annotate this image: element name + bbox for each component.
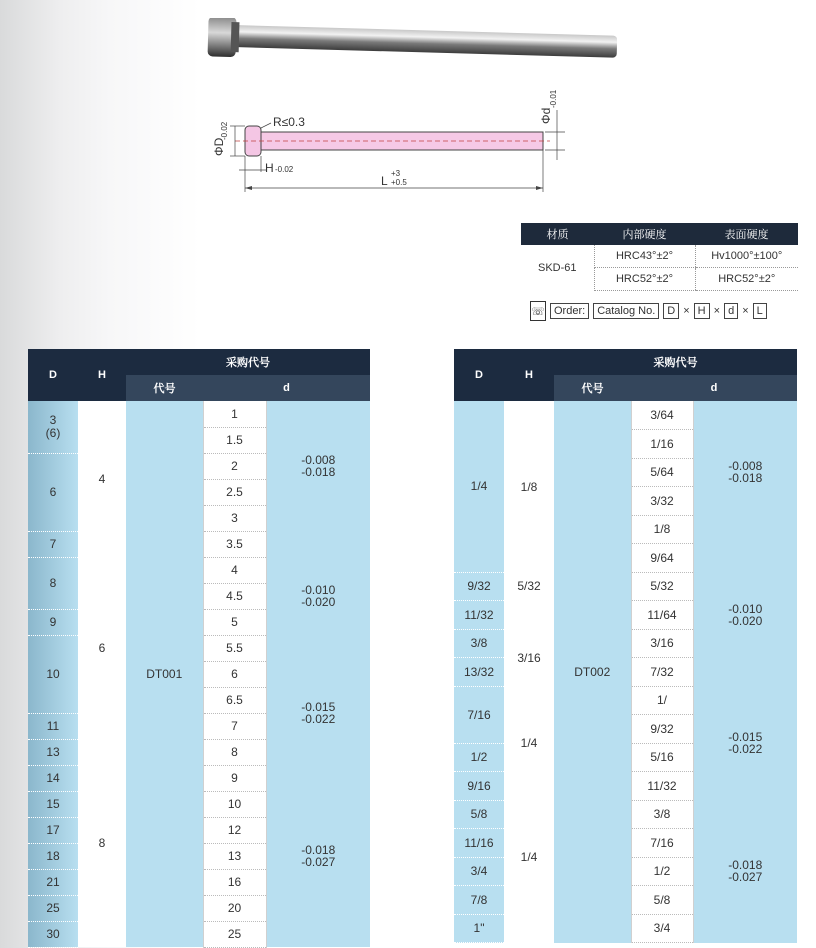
tolerance-value: -0.008 -0.018 [693, 401, 797, 544]
diameter-D-label: ΦD [212, 137, 226, 156]
D-value: 14 [28, 765, 78, 791]
ejector-pin-photo [205, 18, 617, 66]
d-value: 5.5 [203, 635, 266, 661]
diameter-d-tolerance: -0.01 [549, 90, 558, 108]
d-value: 1 [203, 401, 266, 427]
H-value: 5/32 [504, 572, 554, 601]
H-value: 3/16 [504, 601, 554, 715]
d-value: 5/8 [631, 886, 693, 915]
code-value: DT001 [126, 401, 203, 947]
D-value: 18 [28, 843, 78, 869]
H-value: 1/8 [504, 401, 554, 572]
header-material: 材质 [521, 223, 594, 245]
d-value: 3.5 [203, 531, 266, 557]
D-value: 30 [28, 921, 78, 947]
D-value: 9 [28, 609, 78, 635]
times-sign: × [683, 305, 690, 317]
d-value: 1.5 [203, 427, 266, 453]
header-D: D [454, 349, 504, 401]
d-value: 2.5 [203, 479, 266, 505]
D-value: 13 [28, 739, 78, 765]
D-value: 10 [28, 635, 78, 713]
header-d: d [203, 375, 370, 401]
d-value: 1/8 [631, 515, 693, 544]
d-value: 1/ [631, 686, 693, 715]
d-value: 4.5 [203, 583, 266, 609]
tolerance-value: -0.008 -0.018 [266, 401, 370, 531]
D-value: 21 [28, 869, 78, 895]
spec-table-metric [28, 349, 370, 948]
surface-hardness-value: HRC52°±2° [695, 268, 798, 291]
d-value: 9/32 [631, 715, 693, 744]
header-D: D [28, 349, 78, 401]
D-value: 17 [28, 817, 78, 843]
H-value: 1/4 [504, 715, 554, 772]
tolerance-value: -0.018 -0.027 [693, 800, 797, 943]
d-value: 13 [203, 843, 266, 869]
catalog-number-box: Catalog No. [593, 303, 659, 319]
d-value: 8 [203, 739, 266, 765]
order-format [530, 301, 767, 321]
D-value: 6 [28, 453, 78, 531]
d-value: 12 [203, 817, 266, 843]
length-tolerance-lower: +0.5 [391, 178, 407, 187]
header-code: 代号 [126, 375, 203, 401]
D-value: 3/4 [454, 857, 504, 886]
D-value: 11/32 [454, 601, 504, 630]
d-value: 5/16 [631, 743, 693, 772]
d-value: 16 [203, 869, 266, 895]
d-value: 3/8 [631, 800, 693, 829]
H-value: 1/4 [504, 772, 554, 943]
d-value: 6 [203, 661, 266, 687]
d-value: 6.5 [203, 687, 266, 713]
tolerance-value: -0.010 -0.020 [693, 544, 797, 687]
inner-hardness-value: HRC43°±2° [594, 245, 695, 268]
D-value: 15 [28, 791, 78, 817]
D-value: 1/4 [454, 401, 504, 572]
d-value: 3/64 [631, 401, 693, 430]
D-value: 13/32 [454, 658, 504, 687]
phone-icon: ☏ [530, 301, 546, 321]
d-value: 3/32 [631, 487, 693, 516]
order-label: Order: [550, 303, 589, 319]
head-height-tolerance: -0.02 [275, 165, 294, 174]
material-name: SKD-61 [537, 261, 577, 274]
header-d: d [631, 375, 797, 401]
header-inner-hardness: 内部硬度 [594, 223, 695, 245]
D-value: 11 [28, 713, 78, 739]
d-value: 10 [203, 791, 266, 817]
header-H: H [504, 349, 554, 401]
H-value: 6 [78, 557, 126, 739]
header-purchase-code: 采购代号 [554, 349, 797, 375]
d-value: 11/32 [631, 772, 693, 801]
material-table [521, 223, 798, 291]
d-value: 25 [203, 921, 266, 947]
d-value: 5/32 [631, 572, 693, 601]
diameter-D-tolerance: -0.02 [220, 121, 229, 140]
D-value: 9/32 [454, 572, 504, 601]
surface-hardness-value: Hv1000°±100° [695, 245, 798, 268]
D-value: 11/16 [454, 829, 504, 858]
tolerance-value: -0.018 -0.027 [266, 765, 370, 947]
D-value: 7/8 [454, 886, 504, 915]
code-value: DT002 [554, 401, 631, 943]
length-tolerance-upper: +3 [391, 169, 401, 178]
times-sign: × [742, 305, 749, 317]
order-part-L: L [753, 303, 767, 319]
d-value: 7/16 [631, 829, 693, 858]
times-sign: × [713, 305, 721, 317]
d-value: 1/16 [631, 430, 693, 459]
d-value: 5 [203, 609, 266, 635]
header-purchase-code: 采购代号 [126, 349, 370, 375]
H-value: 4 [78, 401, 126, 557]
d-value: 3/4 [631, 914, 693, 943]
order-part-H: H [694, 303, 710, 319]
d-value: 9 [203, 765, 266, 791]
D-value: 9/16 [454, 772, 504, 801]
header-H: H [78, 349, 126, 401]
order-part-D: D [663, 303, 679, 319]
spec-table-inch [454, 349, 797, 943]
d-value: 1/2 [631, 857, 693, 886]
d-value: 7 [203, 713, 266, 739]
tolerance-value: -0.015 -0.022 [266, 661, 370, 765]
tolerance-value: -0.015 -0.022 [693, 686, 797, 800]
D-value: 7 [28, 531, 78, 557]
D-value: 3 (6) [28, 401, 78, 453]
head-height-label: H [265, 161, 274, 175]
d-value: 4 [203, 557, 266, 583]
D-value: 5/8 [454, 800, 504, 829]
d-value: 9/64 [631, 544, 693, 573]
H-value: 8 [78, 739, 126, 947]
order-part-d: d [724, 303, 738, 319]
header-code: 代号 [554, 375, 631, 401]
D-value: 3/8 [454, 629, 504, 658]
D-value: 1/2 [454, 743, 504, 772]
d-value: 2 [203, 453, 266, 479]
radius-label: R≤0.3 [273, 115, 305, 129]
pin-dimension-drawing [205, 90, 585, 200]
d-value: 11/64 [631, 601, 693, 630]
d-value: 5/64 [631, 458, 693, 487]
tolerance-value: -0.010 -0.020 [266, 531, 370, 661]
length-label: L [381, 174, 388, 188]
D-value: 1" [454, 914, 504, 943]
inner-hardness-value: HRC52°±2° [594, 268, 695, 291]
d-value: 20 [203, 895, 266, 921]
D-value: 25 [28, 895, 78, 921]
header-surface-hardness: 表面硬度 [695, 223, 798, 245]
D-value: 7/16 [454, 686, 504, 743]
d-value: 3/16 [631, 629, 693, 658]
d-value: 7/32 [631, 658, 693, 687]
D-value: 8 [28, 557, 78, 609]
d-value: 3 [203, 505, 266, 531]
diameter-d-label: Φd [539, 107, 553, 124]
